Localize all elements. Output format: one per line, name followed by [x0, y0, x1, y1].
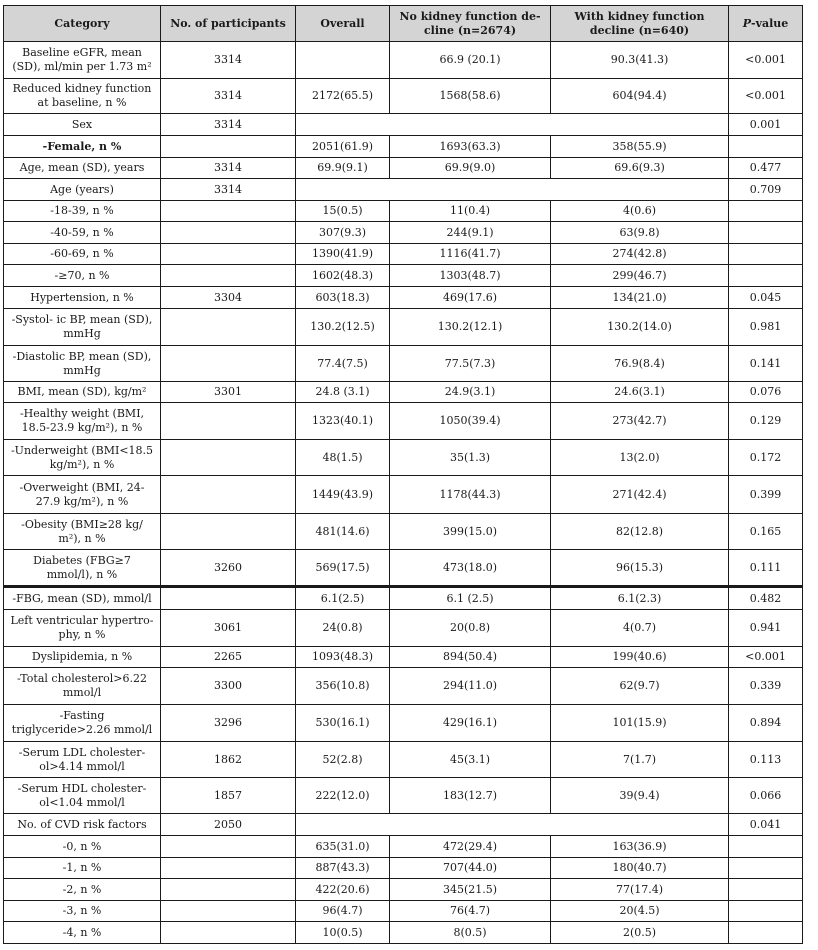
- table-row: [4, 346, 803, 382]
- cell-category: BMI, mean (SD), kg/m²: [4, 382, 161, 403]
- cell-with-decline: 199(40.6): [551, 647, 729, 668]
- cell-with-decline: 4(0.6): [551, 201, 729, 222]
- header-participants: No. of participants: [161, 6, 296, 42]
- cell-no-decline: 24.9(3.1): [390, 382, 551, 403]
- cell-overall: 1449(43.9): [296, 476, 390, 514]
- cell-overall: 24.8 (3.1): [296, 382, 390, 403]
- cell-with-decline: 299(46.7): [551, 265, 729, 287]
- cell-p: <0.001: [729, 647, 803, 668]
- cell-participants: [161, 403, 296, 440]
- cell-no-decline: [390, 114, 551, 136]
- cell-with-decline: 82(12.8): [551, 514, 729, 550]
- cell-p: 0.709: [729, 179, 803, 201]
- cell-overall: 6.1(2.5): [296, 587, 390, 610]
- cell-no-decline: 294(11.0): [390, 668, 551, 705]
- cell-participants: [161, 136, 296, 158]
- cell-participants: 3300: [161, 668, 296, 705]
- cell-overall: 307(9.3): [296, 222, 390, 244]
- cell-category: -Diastolic BP, mean (SD), mmHg: [4, 346, 161, 382]
- cell-participants: [161, 440, 296, 476]
- cell-p: [729, 901, 803, 922]
- table-row: [4, 610, 803, 647]
- table-row: [4, 778, 803, 814]
- cell-category: Dyslipidemia, n %: [4, 647, 161, 668]
- cell-participants: [161, 901, 296, 922]
- cell-no-decline: 1116(41.7): [390, 244, 551, 265]
- cell-participants: [161, 514, 296, 550]
- table-row: [4, 309, 803, 346]
- cell-overall: 422(20.6): [296, 879, 390, 901]
- cell-category: -40-59, n %: [4, 222, 161, 244]
- cell-category: -Female, n %: [4, 136, 161, 158]
- cell-no-decline: 429(16.1): [390, 705, 551, 742]
- cell-no-decline: 1050(39.4): [390, 403, 551, 440]
- cell-category: -Underweight (BMI<18.5 kg/m²), n %: [4, 440, 161, 476]
- cell-overall: 1323(40.1): [296, 403, 390, 440]
- cell-no-decline: 345(21.5): [390, 879, 551, 901]
- cell-no-decline: 20(0.8): [390, 610, 551, 647]
- cell-no-decline: 469(17.6): [390, 287, 551, 309]
- cell-p: 0.141: [729, 346, 803, 382]
- cell-category: Left ventricular hypertro- phy, n %: [4, 610, 161, 647]
- cell-participants: [161, 879, 296, 901]
- cell-p: [729, 922, 803, 944]
- cell-with-decline: 180(40.7): [551, 858, 729, 879]
- cell-category: -3, n %: [4, 901, 161, 922]
- table-row: [4, 858, 803, 879]
- table-row: [4, 514, 803, 550]
- cell-category: -60-69, n %: [4, 244, 161, 265]
- cell-overall: 530(16.1): [296, 705, 390, 742]
- cell-overall: [296, 814, 390, 836]
- cell-category: Diabetes (FBG≥7 mmol/l), n %: [4, 550, 161, 587]
- cell-overall: 24(0.8): [296, 610, 390, 647]
- cell-category: -Systol- ic BP, mean (SD), mmHg: [4, 309, 161, 346]
- cell-category: -Serum HDL cholester- ol<1.04 mmol/l: [4, 778, 161, 814]
- cell-no-decline: 1693(63.3): [390, 136, 551, 158]
- cell-category: -Obesity (BMI≥28 kg/ m²), n %: [4, 514, 161, 550]
- cell-category: -4, n %: [4, 922, 161, 944]
- cell-overall: 603(18.3): [296, 287, 390, 309]
- cell-with-decline: 271(42.4): [551, 476, 729, 514]
- cell-p: [729, 201, 803, 222]
- cell-no-decline: [390, 179, 551, 201]
- cell-p: [729, 836, 803, 858]
- table-row: [4, 42, 803, 79]
- cell-overall: [296, 114, 390, 136]
- cell-with-decline: 77(17.4): [551, 879, 729, 901]
- cell-p: 0.894: [729, 705, 803, 742]
- table-row: [4, 79, 803, 114]
- cell-participants: [161, 222, 296, 244]
- cell-p: 0.339: [729, 668, 803, 705]
- cell-with-decline: 163(36.9): [551, 836, 729, 858]
- cell-with-decline: 24.6(3.1): [551, 382, 729, 403]
- cell-with-decline: 90.3(41.3): [551, 42, 729, 79]
- cell-p: 0.941: [729, 610, 803, 647]
- cell-with-decline: 7(1.7): [551, 742, 729, 778]
- cell-overall: 887(43.3): [296, 858, 390, 879]
- cell-category: Reduced kidney function at baseline, n %: [4, 79, 161, 114]
- cell-p: [729, 265, 803, 287]
- table-row: [4, 287, 803, 309]
- cell-participants: [161, 587, 296, 610]
- cell-category: -Serum LDL cholester- ol>4.14 mmol/l: [4, 742, 161, 778]
- cell-with-decline: 274(42.8): [551, 244, 729, 265]
- cell-no-decline: 244(9.1): [390, 222, 551, 244]
- cell-with-decline: 2(0.5): [551, 922, 729, 944]
- cell-overall: 2172(65.5): [296, 79, 390, 114]
- cell-participants: [161, 265, 296, 287]
- cell-participants: 3314: [161, 179, 296, 201]
- cell-category: -Healthy weight (BMI, 18.5-23.9 kg/m²), n %: [4, 403, 161, 440]
- cell-participants: [161, 346, 296, 382]
- cell-p: 0.113: [729, 742, 803, 778]
- cell-p: 0.045: [729, 287, 803, 309]
- cell-overall: 52(2.8): [296, 742, 390, 778]
- cell-participants: 3260: [161, 550, 296, 587]
- table-row: [4, 814, 803, 836]
- cell-with-decline: 130.2(14.0): [551, 309, 729, 346]
- table-row: [4, 244, 803, 265]
- cell-overall: 635(31.0): [296, 836, 390, 858]
- cell-overall: 69.9(9.1): [296, 158, 390, 179]
- cell-overall: 356(10.8): [296, 668, 390, 705]
- cell-p: 0.165: [729, 514, 803, 550]
- cell-participants: [161, 836, 296, 858]
- header-overall: Overall: [296, 6, 390, 42]
- cell-with-decline: 101(15.9): [551, 705, 729, 742]
- cell-p: 0.066: [729, 778, 803, 814]
- cell-p: <0.001: [729, 79, 803, 114]
- header-with-decline: With kidney function decline (n=640): [551, 6, 729, 42]
- cell-category: -0, n %: [4, 836, 161, 858]
- cell-with-decline: 273(42.7): [551, 403, 729, 440]
- cell-with-decline: [551, 114, 729, 136]
- cell-no-decline: 472(29.4): [390, 836, 551, 858]
- cell-p: 0.076: [729, 382, 803, 403]
- cell-participants: 3314: [161, 42, 296, 79]
- cell-no-decline: 69.9(9.0): [390, 158, 551, 179]
- cell-no-decline: 76(4.7): [390, 901, 551, 922]
- table-row: [4, 179, 803, 201]
- table-row: [4, 668, 803, 705]
- header-row: [4, 6, 803, 42]
- cell-category: -Total cholesterol>6.22 mmol/l: [4, 668, 161, 705]
- cell-with-decline: [551, 814, 729, 836]
- cell-with-decline: 76.9(8.4): [551, 346, 729, 382]
- cell-overall: 569(17.5): [296, 550, 390, 587]
- table-row: [4, 403, 803, 440]
- cell-participants: [161, 309, 296, 346]
- cell-category: -18-39, n %: [4, 201, 161, 222]
- p-rest: -value: [751, 16, 789, 30]
- table-row: [4, 647, 803, 668]
- cell-with-decline: 6.1(2.3): [551, 587, 729, 610]
- cell-with-decline: 4(0.7): [551, 610, 729, 647]
- table-row: [4, 901, 803, 922]
- cell-p: [729, 879, 803, 901]
- cell-p: [729, 244, 803, 265]
- cell-with-decline: 96(15.3): [551, 550, 729, 587]
- table-row: [4, 382, 803, 403]
- cell-participants: 3314: [161, 79, 296, 114]
- cell-overall: 48(1.5): [296, 440, 390, 476]
- cell-no-decline: 894(50.4): [390, 647, 551, 668]
- cell-category: Baseline eGFR, mean (SD), ml/min per 1.73 m²: [4, 42, 161, 79]
- cell-overall: [296, 179, 390, 201]
- cell-p: 0.041: [729, 814, 803, 836]
- baseline-characteristics-table: [3, 5, 803, 944]
- cell-overall: 77.4(7.5): [296, 346, 390, 382]
- cell-overall: 1390(41.9): [296, 244, 390, 265]
- table-row: [4, 440, 803, 476]
- table-row: [4, 222, 803, 244]
- cell-p: 0.399: [729, 476, 803, 514]
- cell-no-decline: [390, 814, 551, 836]
- cell-p: 0.129: [729, 403, 803, 440]
- table-row: [4, 705, 803, 742]
- cell-category: Hypertension, n %: [4, 287, 161, 309]
- table-row: [4, 922, 803, 944]
- cell-participants: [161, 244, 296, 265]
- cell-participants: 1857: [161, 778, 296, 814]
- cell-no-decline: 66.9 (20.1): [390, 42, 551, 79]
- cell-participants: 3061: [161, 610, 296, 647]
- cell-no-decline: 8(0.5): [390, 922, 551, 944]
- cell-no-decline: 11(0.4): [390, 201, 551, 222]
- cell-p: 0.477: [729, 158, 803, 179]
- cell-category: -1, n %: [4, 858, 161, 879]
- cell-no-decline: 1178(44.3): [390, 476, 551, 514]
- cell-no-decline: 399(15.0): [390, 514, 551, 550]
- cell-p: 0.482: [729, 587, 803, 610]
- p-italic: P: [742, 16, 751, 30]
- cell-overall: 222(12.0): [296, 778, 390, 814]
- cell-overall: 1602(48.3): [296, 265, 390, 287]
- cell-no-decline: 6.1 (2.5): [390, 587, 551, 610]
- cell-participants: [161, 858, 296, 879]
- cell-overall: 10(0.5): [296, 922, 390, 944]
- cell-overall: 481(14.6): [296, 514, 390, 550]
- cell-participants: [161, 476, 296, 514]
- cell-with-decline: 20(4.5): [551, 901, 729, 922]
- cell-p: 0.981: [729, 309, 803, 346]
- cell-category: No. of CVD risk factors: [4, 814, 161, 836]
- cell-category: Age, mean (SD), years: [4, 158, 161, 179]
- cell-with-decline: 604(94.4): [551, 79, 729, 114]
- header-category: Category: [4, 6, 161, 42]
- cell-overall: 15(0.5): [296, 201, 390, 222]
- cell-no-decline: 45(3.1): [390, 742, 551, 778]
- table-row: [4, 136, 803, 158]
- cell-p: [729, 858, 803, 879]
- cell-no-decline: 707(44.0): [390, 858, 551, 879]
- cell-category: Sex: [4, 114, 161, 136]
- cell-no-decline: 1303(48.7): [390, 265, 551, 287]
- cell-p: [729, 222, 803, 244]
- cell-overall: [296, 42, 390, 79]
- table-row: [4, 158, 803, 179]
- cell-p: 0.111: [729, 550, 803, 587]
- cell-p: 0.172: [729, 440, 803, 476]
- cell-no-decline: 473(18.0): [390, 550, 551, 587]
- cell-participants: [161, 922, 296, 944]
- table-row: [4, 879, 803, 901]
- table-row: [4, 114, 803, 136]
- cell-participants: 3314: [161, 114, 296, 136]
- cell-no-decline: 1568(58.6): [390, 79, 551, 114]
- cell-with-decline: 134(21.0): [551, 287, 729, 309]
- header-p-value: [729, 6, 803, 42]
- cell-participants: 3304: [161, 287, 296, 309]
- cell-no-decline: 183(12.7): [390, 778, 551, 814]
- table-row: [4, 201, 803, 222]
- cell-no-decline: 130.2(12.1): [390, 309, 551, 346]
- cell-no-decline: 77.5(7.3): [390, 346, 551, 382]
- cell-overall: 130.2(12.5): [296, 309, 390, 346]
- cell-p: <0.001: [729, 42, 803, 79]
- cell-with-decline: [551, 179, 729, 201]
- cell-with-decline: 39(9.4): [551, 778, 729, 814]
- cell-no-decline: 35(1.3): [390, 440, 551, 476]
- table-row: [4, 550, 803, 587]
- cell-participants: 2050: [161, 814, 296, 836]
- table-row: [4, 265, 803, 287]
- cell-p: 0.001: [729, 114, 803, 136]
- cell-category: -Overweight (BMI, 24-27.9 kg/m²), n %: [4, 476, 161, 514]
- cell-with-decline: 63(9.8): [551, 222, 729, 244]
- header-no-decline: No kidney function de-cline (n=2674): [390, 6, 551, 42]
- cell-with-decline: 358(55.9): [551, 136, 729, 158]
- cell-overall: 2051(61.9): [296, 136, 390, 158]
- table-row: [4, 742, 803, 778]
- table-row: [4, 587, 803, 610]
- cell-with-decline: 62(9.7): [551, 668, 729, 705]
- cell-category: -2, n %: [4, 879, 161, 901]
- table-row: [4, 476, 803, 514]
- cell-with-decline: 69.6(9.3): [551, 158, 729, 179]
- cell-category: Age (years): [4, 179, 161, 201]
- cell-participants: [161, 201, 296, 222]
- table-row: [4, 836, 803, 858]
- cell-category: -FBG, mean (SD), mmol/l: [4, 587, 161, 610]
- cell-participants: 3314: [161, 158, 296, 179]
- cell-overall: 96(4.7): [296, 901, 390, 922]
- cell-p: [729, 136, 803, 158]
- cell-category: -≥70, n %: [4, 265, 161, 287]
- cell-with-decline: 13(2.0): [551, 440, 729, 476]
- cell-participants: 2265: [161, 647, 296, 668]
- cell-participants: 3296: [161, 705, 296, 742]
- cell-overall: 1093(48.3): [296, 647, 390, 668]
- cell-participants: 3301: [161, 382, 296, 403]
- cell-category: -Fasting triglyceride>2.26 mmol/l: [4, 705, 161, 742]
- cell-participants: 1862: [161, 742, 296, 778]
